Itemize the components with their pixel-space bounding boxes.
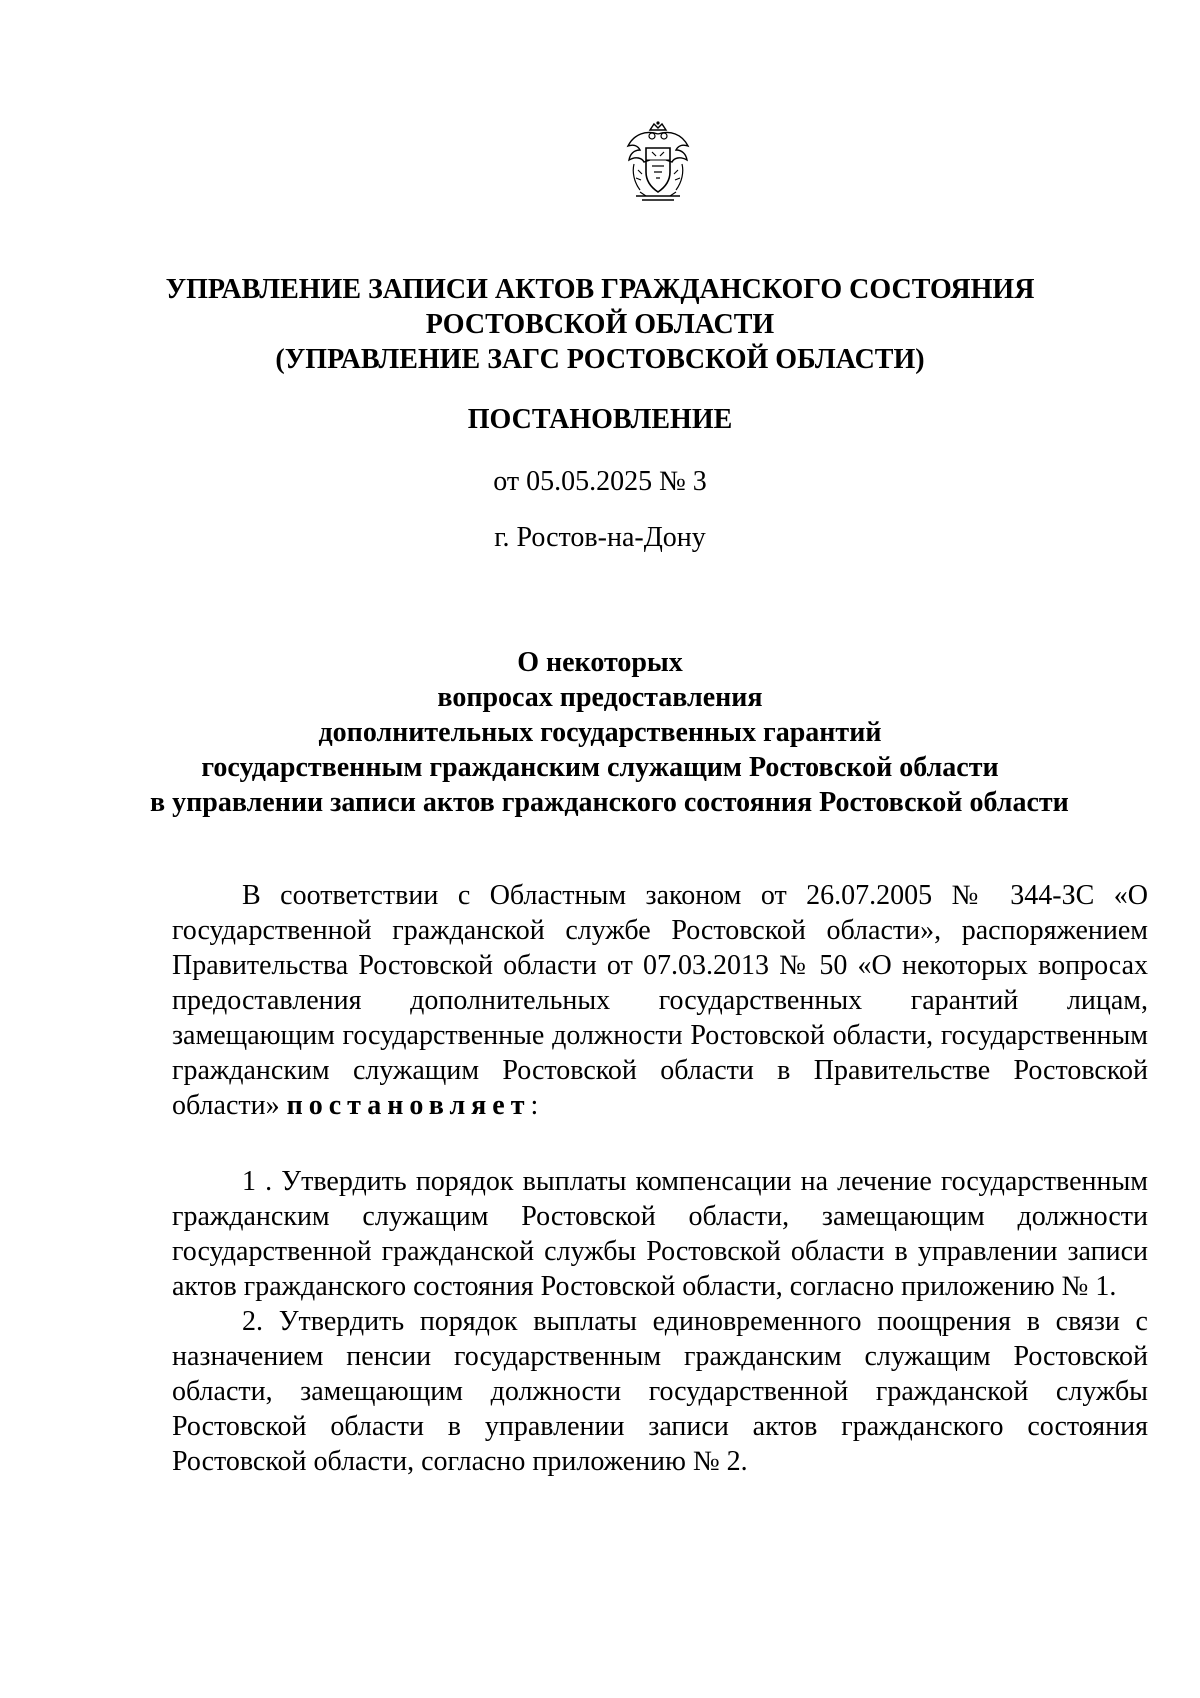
document-city: г. Ростов-на-Дону [494,522,706,553]
subject-line-4: государственным гражданским служащим Ростовской области [201,752,999,783]
preamble-text: В соответствии с Областным законом от 26.07.2005 № 344-ЗС «О государственной гражданской службе Ростовской области», распоряжением Правительства Ростовской области от 07.03.2013 № 50 «О некоторых вопросах предоставления дополнительных государственных гарантий лицам, замещающим государственные должности Ростовской области, государственным гражданским служащим Ростовской области в Правительстве Ростовской области» [172,880,1148,1121]
document-date-number: от 05.05.2025 № 3 [493,466,707,497]
subject-line-2: вопросах предоставления [437,682,763,713]
subject-line-1: О некоторых [517,647,683,678]
item-1-paragraph: 1 . Утвердить порядок выплаты компенсации на лечение государственным гражданским служащим Ростовской области, замещающим должности государственной гражданской службы Ростовской области в управлении записи актов гражданского состояния Ростовской области, согласно приложению № 1. [172,1166,1148,1302]
document-subject [150,645,1069,820]
item-2-paragraph: 2. Утвердить порядок выплаты единовременного поощрения в связи с назначением пенсии государственным гражданским служащим Ростовской области, замещающим должности государственной гражданской службы Ростовской области в управлении записи актов гражданского состояния Ростовской области, согласно приложению № 2. [172,1306,1148,1477]
decree-colon: : [530,1090,539,1121]
authority-line-2: РОСТОВСКОЙ ОБЛАСТИ [425,309,775,340]
document-type: ПОСТАНОВЛЕНИЕ [467,404,733,435]
authority-line-3: (УПРАВЛЕНИЕ ЗАГС РОСТОВСКОЙ ОБЛАСТИ) [275,344,925,375]
rostov-oblast-coat-of-arms-icon [622,120,694,204]
decree-word: постановляет [286,1090,531,1121]
authority-line-1: УПРАВЛЕНИЕ ЗАПИСИ АКТОВ ГРАЖДАНСКОГО СОСТОЯНИЯ [165,274,1035,305]
preamble-paragraph [172,878,1148,1123]
issuing-authority [150,272,1050,377]
subject-line-3: дополнительных государственных гарантий [318,717,882,748]
subject-line-5: в управлении записи актов гражданского состояния Ростовской области [150,787,1069,818]
